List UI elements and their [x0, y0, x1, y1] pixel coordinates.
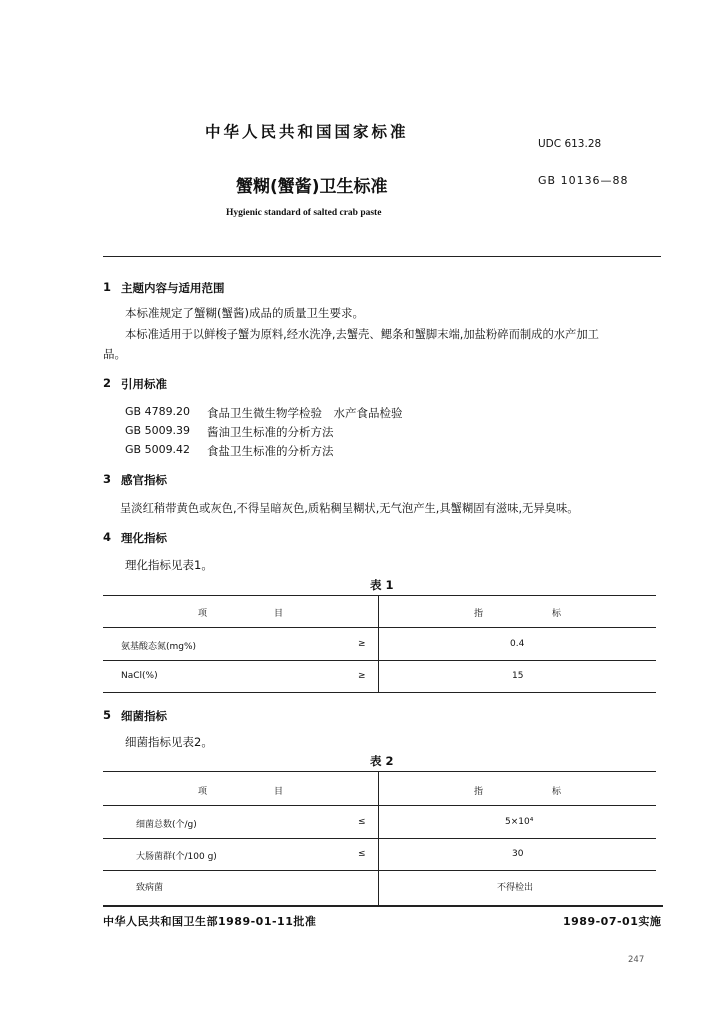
section-4-number: 4 [103, 530, 112, 544]
footer-rule [103, 905, 663, 907]
section-5-title: 细菌指标 [121, 709, 167, 723]
table-1-head-value: 标 [552, 609, 562, 619]
reference-code: GB 5009.42 [125, 443, 191, 456]
table-1-row-operator: ≥ [358, 671, 366, 681]
approval-statement: 中华人民共和国卫生部1989-01-11批准 [103, 915, 317, 928]
table-2-row-rule [103, 838, 656, 839]
table-2-head-value: 标 [552, 787, 562, 797]
table-1-head-value: 指 [474, 609, 484, 619]
udc-code: UDC 613.28 [538, 138, 602, 150]
table-2-row-item: 大肠菌群(个/100 g) [136, 852, 217, 862]
table-2-row-rule [103, 870, 656, 871]
table-1-row-item: NaCl(%) [121, 671, 158, 681]
section-2-number: 2 [103, 376, 112, 390]
table-2-head-item: 目 [274, 787, 284, 797]
table-1-row-value: 15 [512, 671, 524, 681]
table-2-row-item: 致病菌 [136, 883, 164, 893]
section-3-number: 3 [103, 472, 112, 486]
table-2-head-item: 项 [198, 787, 208, 797]
reference-code: GB 4789.20 [125, 405, 191, 418]
table-2-row-operator: ≤ [358, 817, 366, 827]
table-1-divider [378, 595, 379, 692]
section-1-paragraph-2: 本标准适用于以鲜梭子蟹为原料,经水洗净,去蟹壳、鳃条和蟹脚末端,加盐粉碎而制成的水产加工 [125, 328, 599, 341]
reference-name: 食盐卫生标准的分析方法 [207, 444, 334, 458]
table-2-caption: 表 2 [370, 754, 394, 768]
section-5-paragraph: 细菌指标见表2。 [125, 735, 213, 749]
reference-name: 食品卫生微生物学检验 水产食品检验 [207, 406, 403, 420]
reference-code: GB 5009.39 [125, 424, 191, 437]
table-1-row-value: 0.4 [510, 639, 525, 649]
table-1-top-rule [103, 595, 656, 596]
table-2-row-operator: ≤ [358, 849, 366, 859]
section-1-paragraph-2-cont: 品。 [103, 347, 126, 361]
table-2-row-value: 不得检出 [497, 883, 534, 893]
table-1-row-operator: ≥ [358, 639, 366, 649]
section-5-number: 5 [103, 708, 112, 722]
section-3-paragraph: 呈淡红稍带黄色或灰色,不得呈暗灰色,质粘稠呈糊状,无气泡产生,具蟹糊固有滋味,无异臭味。 [120, 502, 579, 515]
page-number: 247 [628, 955, 645, 965]
english-title: Hygienic standard of salted crab paste [226, 208, 382, 218]
section-1-title: 主题内容与适用范围 [121, 281, 225, 295]
implementation-date: 1989-07-01实施 [563, 915, 662, 928]
table-1-header-rule [103, 627, 656, 628]
table-2-header-rule [103, 805, 656, 806]
table-1-head-item: 项 [198, 609, 208, 619]
standard-title: 蟹糊(蟹酱)卫生标准 [236, 177, 388, 197]
table-1-bottom-rule [103, 692, 656, 693]
table-1-head-item: 目 [274, 609, 284, 619]
gb-number: GB 10136—88 [538, 174, 629, 187]
section-1-number: 1 [103, 280, 112, 294]
section-3-title: 感官指标 [121, 473, 167, 487]
org-title: 中华人民共和国国家标准 [205, 123, 409, 141]
table-1-caption: 表 1 [370, 578, 394, 592]
header-rule [103, 256, 661, 257]
table-2-row-item: 细菌总数(个/g) [136, 820, 197, 830]
section-1-paragraph-1: 本标准规定了蟹糊(蟹酱)成品的质量卫生要求。 [125, 306, 364, 320]
table-2-top-rule [103, 771, 656, 772]
table-1-row-rule [103, 660, 656, 661]
table-2-head-value: 指 [474, 787, 484, 797]
section-2-title: 引用标准 [121, 377, 167, 391]
reference-name: 酱油卫生标准的分析方法 [207, 425, 334, 439]
table-2-divider [378, 771, 379, 905]
table-2-row-value: 30 [512, 849, 524, 859]
table-2-row-value: 5×10⁴ [505, 817, 534, 827]
section-4-title: 理化指标 [121, 531, 167, 545]
table-1-row-item: 氨基酸态氮(mg%) [121, 642, 197, 652]
section-4-paragraph: 理化指标见表1。 [125, 558, 213, 572]
